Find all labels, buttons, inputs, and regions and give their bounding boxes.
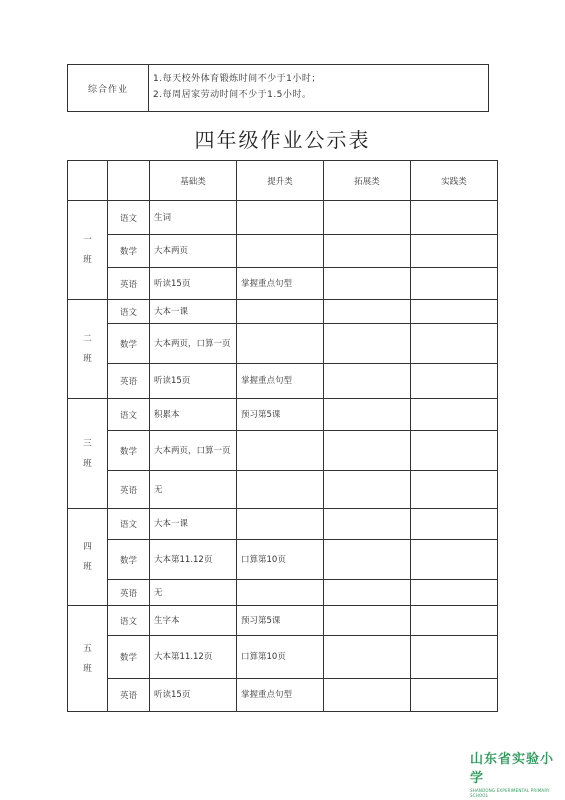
table-row bbox=[68, 235, 498, 268]
logo-text: 山东省实验小学 bbox=[470, 752, 555, 786]
subject-cell: 语文 bbox=[108, 201, 150, 235]
table-row bbox=[68, 509, 498, 540]
homework-cell bbox=[324, 399, 411, 431]
homework-cell bbox=[237, 235, 324, 268]
homework-cell bbox=[411, 364, 498, 399]
table-row bbox=[68, 268, 498, 300]
homework-cell bbox=[324, 606, 411, 636]
table-row bbox=[68, 324, 498, 364]
subject-cell: 语文 bbox=[108, 606, 150, 636]
class-cell bbox=[68, 201, 108, 300]
homework-cell bbox=[324, 431, 411, 471]
header-cell bbox=[68, 161, 108, 201]
homework-cell bbox=[324, 636, 411, 679]
homework-cell bbox=[411, 509, 498, 540]
class-name: 五班 bbox=[83, 643, 92, 674]
homework-cell bbox=[324, 679, 411, 712]
homework-cell: 大本两页，口算一页 bbox=[150, 324, 237, 364]
homework-cell bbox=[411, 399, 498, 431]
homework-cell bbox=[411, 679, 498, 712]
school-logo bbox=[470, 748, 565, 798]
table-row bbox=[68, 431, 498, 471]
subject-cell: 英语 bbox=[108, 471, 150, 509]
homework-cell bbox=[411, 235, 498, 268]
homework-cell bbox=[411, 636, 498, 679]
class-cell bbox=[68, 399, 108, 509]
table-row bbox=[68, 540, 498, 580]
homework-cell: 掌握重点句型 bbox=[237, 679, 324, 712]
homework-cell bbox=[411, 268, 498, 300]
class-cell bbox=[68, 300, 108, 399]
homework-cell bbox=[411, 471, 498, 509]
header-row bbox=[68, 161, 498, 201]
page-title: 四年级作业公示表 bbox=[194, 128, 371, 152]
homework-cell: 积累本 bbox=[150, 399, 237, 431]
table-row bbox=[68, 636, 498, 679]
homework-cell bbox=[324, 509, 411, 540]
homework-cell bbox=[237, 431, 324, 471]
homework-cell bbox=[411, 431, 498, 471]
homework-cell bbox=[324, 471, 411, 509]
homework-cell bbox=[324, 324, 411, 364]
homework-cell: 大本一课 bbox=[150, 300, 237, 324]
class-cell bbox=[68, 606, 108, 712]
homework-cell: 无 bbox=[150, 471, 237, 509]
class-name: 三班 bbox=[83, 438, 92, 469]
homework-cell bbox=[411, 580, 498, 606]
homework-cell bbox=[411, 606, 498, 636]
homework-cell bbox=[237, 324, 324, 364]
subject-cell: 语文 bbox=[108, 509, 150, 540]
subject-cell: 数学 bbox=[108, 540, 150, 580]
homework-cell bbox=[411, 540, 498, 580]
summary-line: 2.每周居家劳动时间不少于1.5小时。 bbox=[153, 90, 312, 100]
homework-cell: 预习第5课 bbox=[237, 606, 324, 636]
homework-cell: 大本两页 bbox=[150, 235, 237, 268]
subject-cell: 语文 bbox=[108, 300, 150, 324]
table-row bbox=[68, 364, 498, 399]
subject-cell: 英语 bbox=[108, 364, 150, 399]
homework-cell: 听读15页 bbox=[150, 679, 237, 712]
summary-table bbox=[67, 64, 489, 112]
header-cell: 实践类 bbox=[411, 161, 498, 201]
homework-cell bbox=[324, 201, 411, 235]
table-row bbox=[68, 606, 498, 636]
homework-cell bbox=[411, 300, 498, 324]
class-name: 一班 bbox=[83, 235, 92, 265]
logo-subtext: SHANDONG EXPERIMENTAL PRIMARY SCHOOL bbox=[470, 788, 550, 798]
homework-cell: 大本第11.12页 bbox=[150, 540, 237, 580]
class-name: 二班 bbox=[83, 334, 92, 364]
homework-cell: 无 bbox=[150, 580, 237, 606]
homework-table bbox=[67, 160, 498, 712]
header-cell: 基础类 bbox=[150, 161, 237, 201]
homework-cell bbox=[324, 268, 411, 300]
class-cell bbox=[68, 509, 108, 606]
homework-cell bbox=[324, 580, 411, 606]
homework-cell: 大本第11.12页 bbox=[150, 636, 237, 679]
homework-cell bbox=[324, 540, 411, 580]
summary-content bbox=[149, 65, 488, 111]
homework-cell: 生词 bbox=[150, 201, 237, 235]
subject-cell: 数学 bbox=[108, 324, 150, 364]
homework-cell: 口算第10页 bbox=[237, 636, 324, 679]
homework-cell bbox=[237, 201, 324, 235]
summary-line: 1.每天校外体育锻炼时间不少于1小时； bbox=[153, 74, 321, 84]
homework-cell: 听读15页 bbox=[150, 268, 237, 300]
homework-cell: 生字本 bbox=[150, 606, 237, 636]
table-row bbox=[68, 300, 498, 324]
homework-cell: 口算第10页 bbox=[237, 540, 324, 580]
subject-cell: 英语 bbox=[108, 268, 150, 300]
subject-cell: 数学 bbox=[108, 431, 150, 471]
table-row bbox=[68, 679, 498, 712]
homework-cell bbox=[411, 201, 498, 235]
summary-label: 综合作业 bbox=[68, 65, 149, 111]
homework-cell bbox=[237, 300, 324, 324]
homework-cell: 大本两页，口算一页 bbox=[150, 431, 237, 471]
homework-cell bbox=[237, 509, 324, 540]
table-row bbox=[68, 580, 498, 606]
homework-cell: 掌握重点句型 bbox=[237, 364, 324, 399]
subject-cell: 数学 bbox=[108, 636, 150, 679]
header-cell: 拓展类 bbox=[324, 161, 411, 201]
class-name: 四班 bbox=[83, 542, 92, 572]
homework-cell bbox=[237, 471, 324, 509]
homework-cell: 掌握重点句型 bbox=[237, 268, 324, 300]
header-cell bbox=[108, 161, 150, 201]
subject-cell: 数学 bbox=[108, 235, 150, 268]
homework-cell bbox=[411, 324, 498, 364]
table-row bbox=[68, 399, 498, 431]
table-row bbox=[68, 201, 498, 235]
homework-cell: 预习第5课 bbox=[237, 399, 324, 431]
table-row bbox=[68, 471, 498, 509]
subject-cell: 英语 bbox=[108, 679, 150, 712]
homework-cell bbox=[324, 235, 411, 268]
homework-cell: 大本一课 bbox=[150, 509, 237, 540]
header-cell: 提升类 bbox=[237, 161, 324, 201]
homework-cell: 听读15页 bbox=[150, 364, 237, 399]
homework-cell bbox=[237, 580, 324, 606]
subject-cell: 英语 bbox=[108, 580, 150, 606]
homework-cell bbox=[324, 364, 411, 399]
subject-cell: 语文 bbox=[108, 399, 150, 431]
homework-cell bbox=[324, 300, 411, 324]
